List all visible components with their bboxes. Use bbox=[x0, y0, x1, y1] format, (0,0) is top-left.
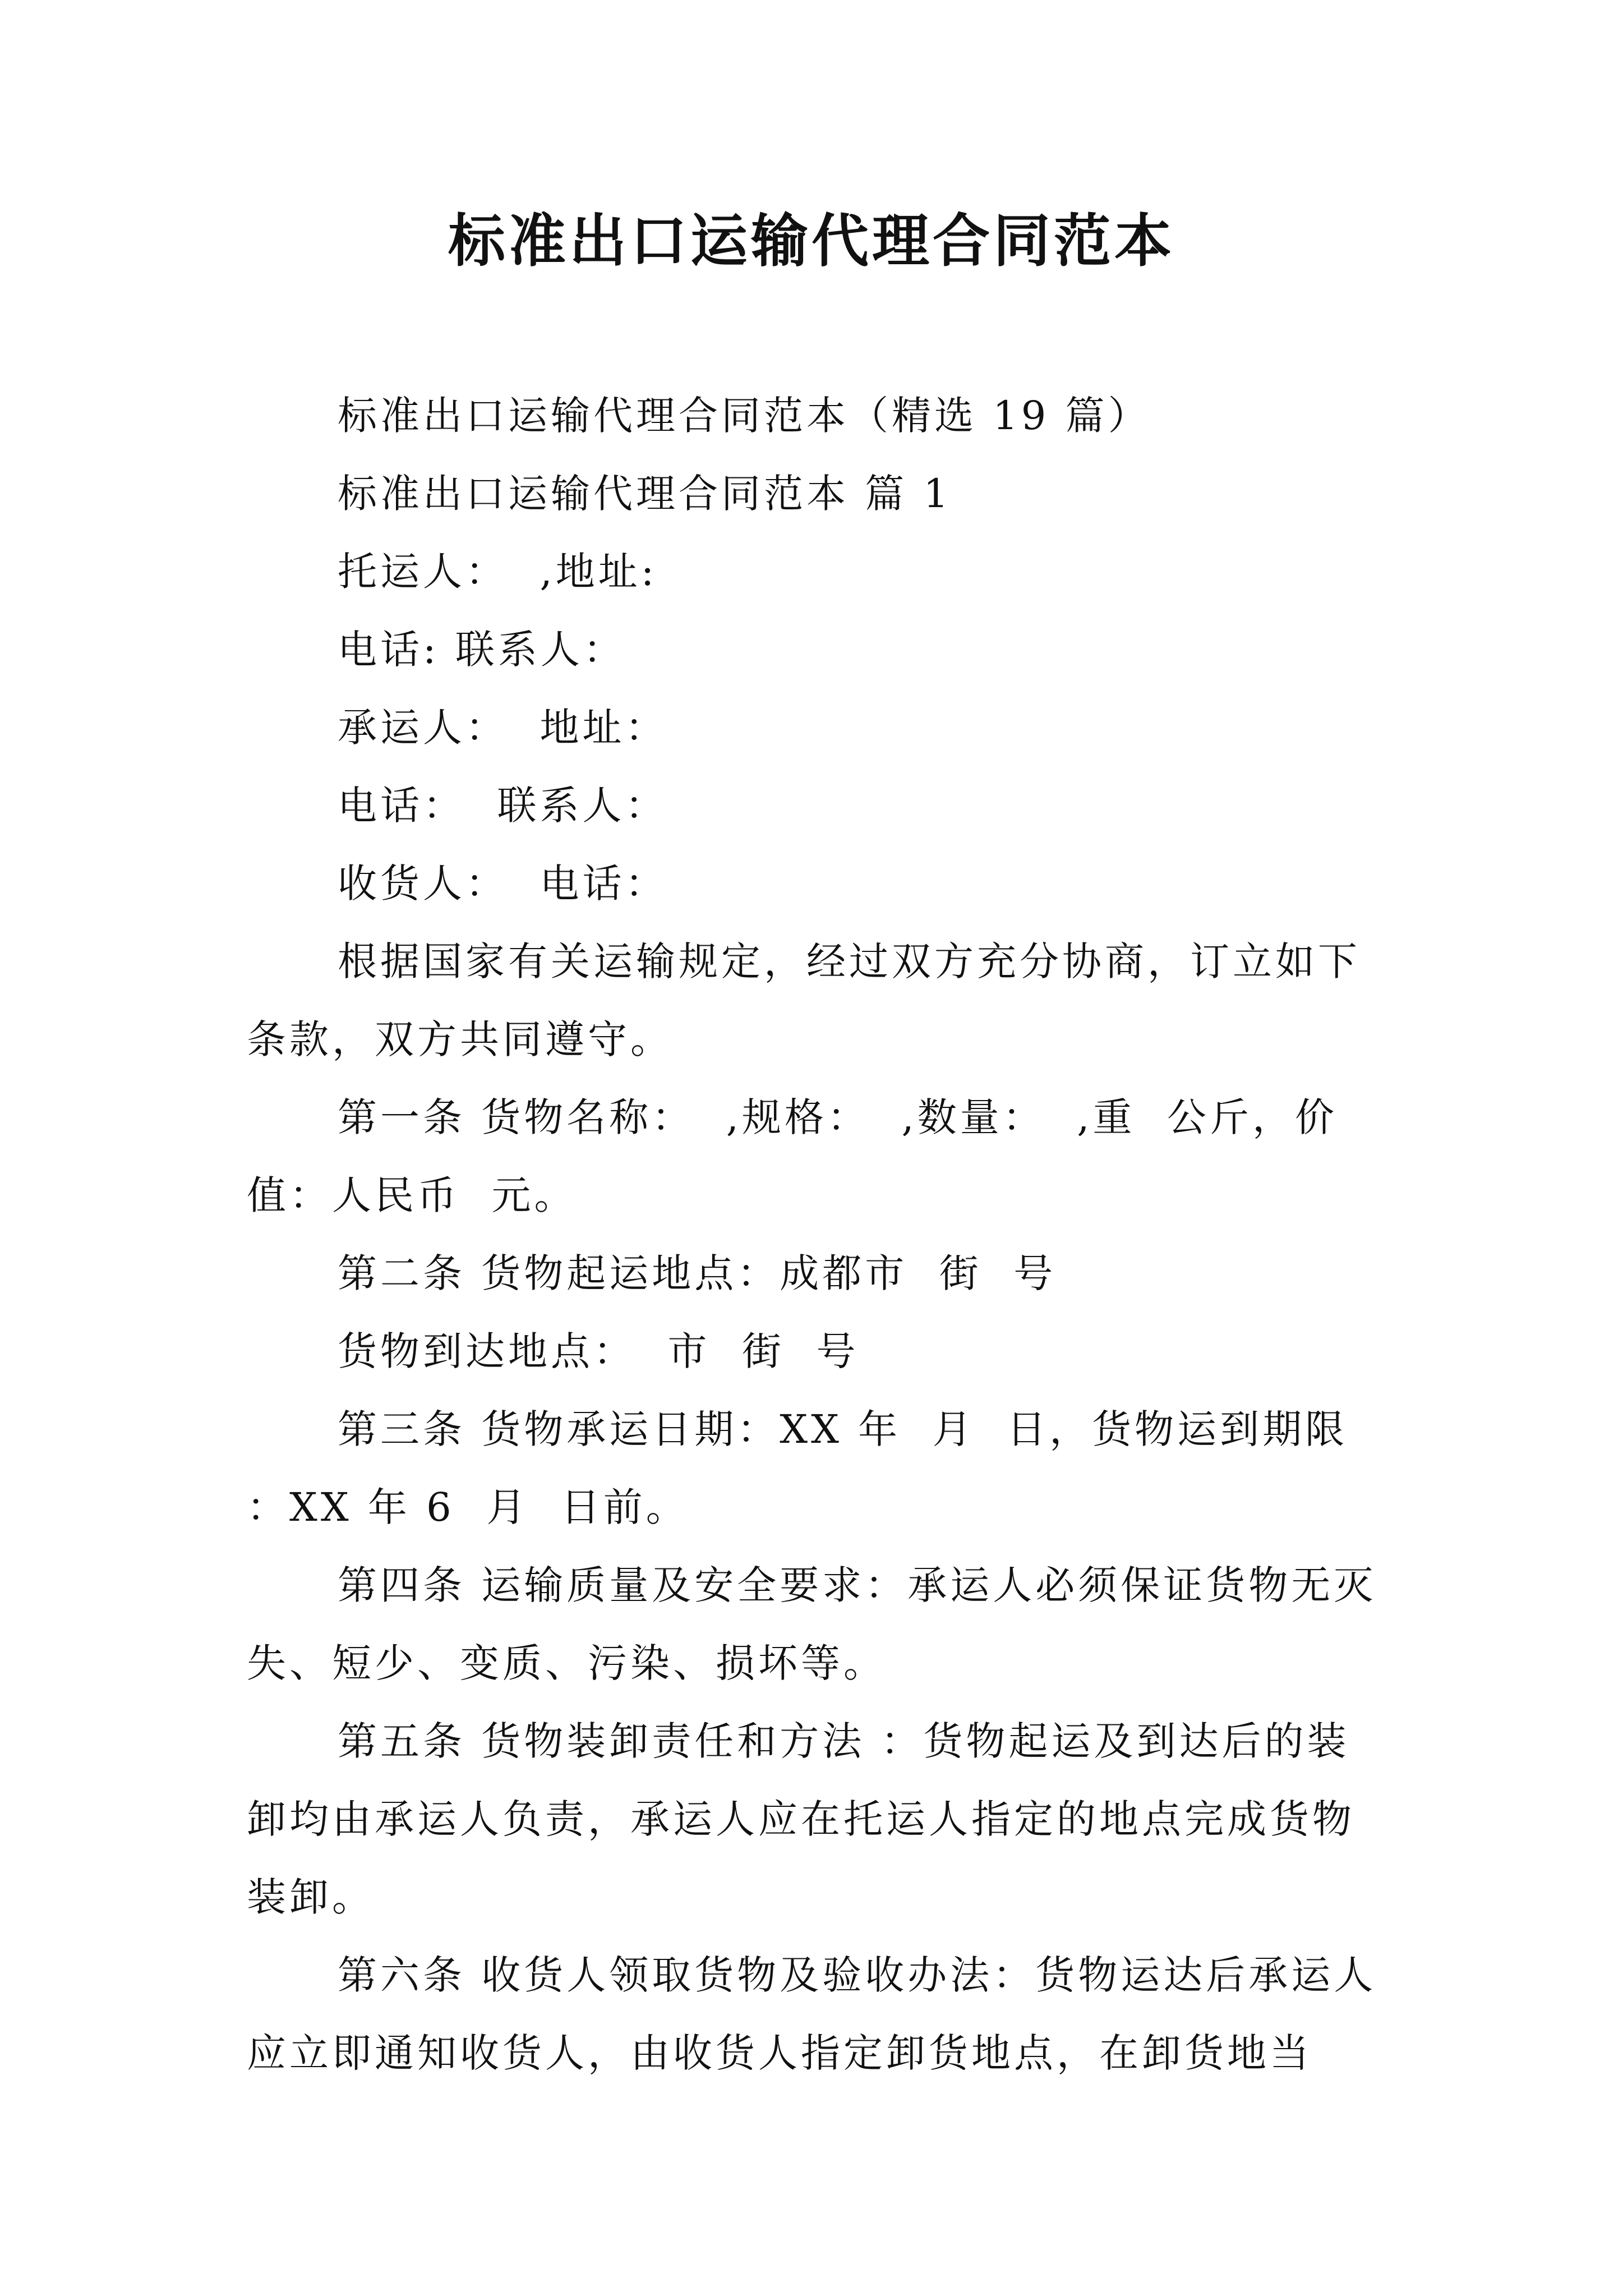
paragraph-article-2: 第二条 货物起运地点：成都市 街 号 bbox=[338, 1250, 1057, 1296]
paragraph-article-5: 第五条 货物装卸责任和方法 ：货物起运及到达后的装卸均由承运人负责，承运人应在托运人指定的地点完成货物装卸。 bbox=[247, 1718, 1355, 1920]
paragraph-arrival-place: 货物到达地点： 市 街 号 bbox=[338, 1328, 859, 1374]
paragraph-article-6: 第六条 收货人领取货物及验收办法：货物运达后承运人应立即通知收货人，由收货人指定卸货地点，在卸货地当 bbox=[247, 1952, 1377, 2076]
document-body bbox=[247, 377, 1391, 2092]
paragraph-subtitle: 标准出口运输代理合同范本（精选 19 篇） bbox=[338, 393, 1151, 439]
paragraph-article-4: 第四条 运输质量及安全要求：承运人必须保证货物无灭失、短少、变质、污染、损坏等。 bbox=[247, 1562, 1377, 1686]
paragraph-shipper-phone: 电话: 联系人： bbox=[338, 627, 626, 673]
paragraph-carrier: 承运人： 地址： bbox=[338, 705, 668, 751]
paragraph-preamble: 根据国家有关运输规定，经过双方充分协商，订立如下条款，双方共同遵守。 bbox=[247, 938, 1361, 1062]
paragraph-carrier-phone: 电话： 联系人： bbox=[338, 783, 668, 829]
paragraph-article-1: 第一条 货物名称： ,规格： ,数量： ,重 公斤，价值：人民币 元。 bbox=[247, 1094, 1338, 1218]
paragraph-consignee: 收货人： 电话： bbox=[338, 861, 668, 907]
paragraph-section-heading: 标准出口运输代理合同范本 篇 1 bbox=[338, 471, 952, 517]
paragraph-shipper: 托运人： ,地址: bbox=[338, 549, 658, 595]
document-title: 标准出口运输代理合同范本 bbox=[448, 208, 1175, 275]
paragraph-article-3: 第三条 货物承运日期：XX 年 月 日，货物运到期限 ：XX 年 6 月 日前。 bbox=[247, 1406, 1364, 1530]
